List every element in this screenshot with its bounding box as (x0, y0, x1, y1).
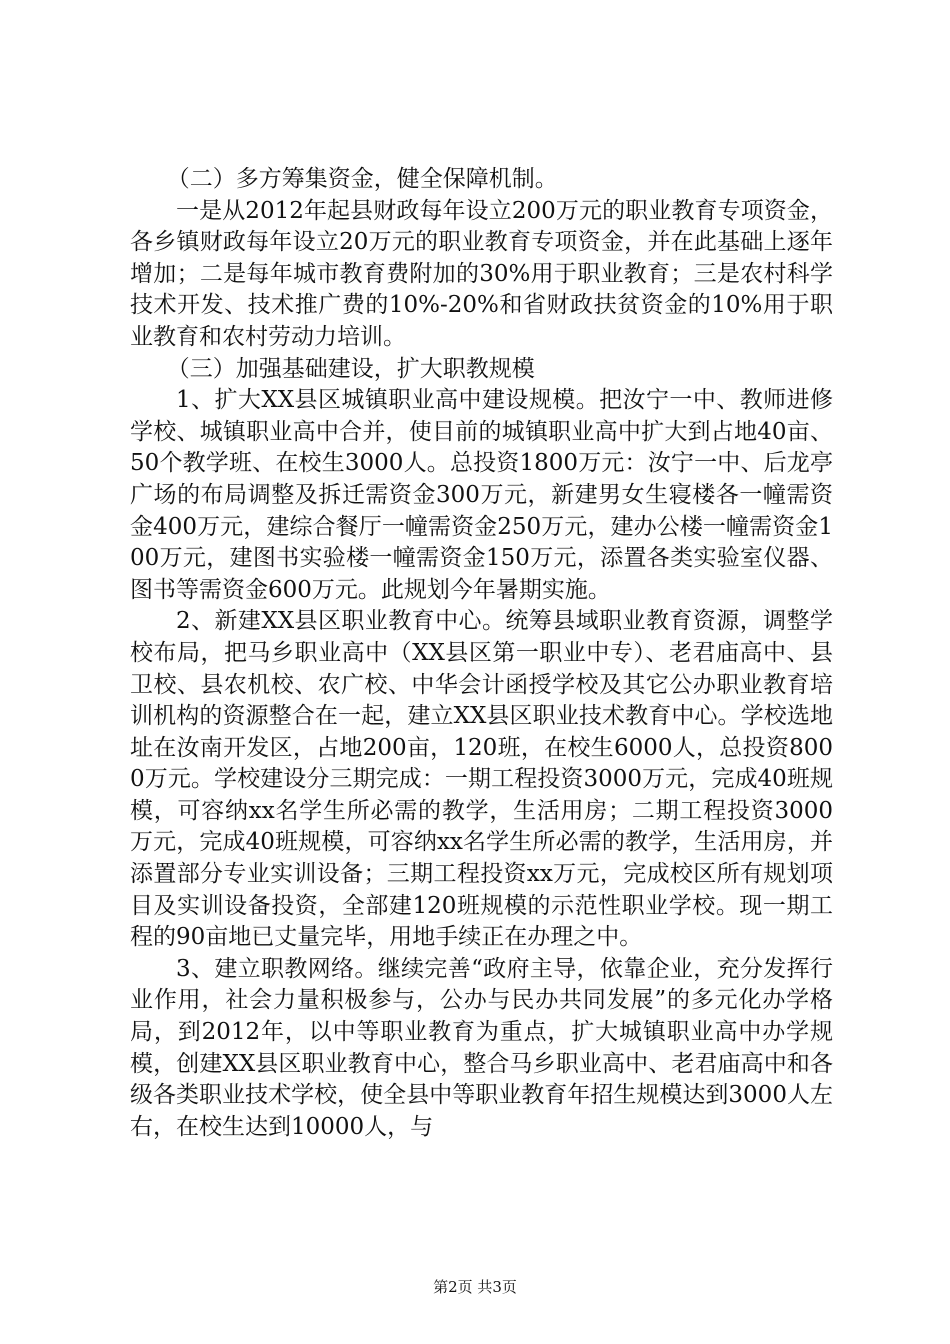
paragraph-item-2: 2、新建XX县区职业教育中心。统筹县域职业教育资源，调整学校布局，把马乡职业高中（XX县区第一职业中专）、老君庙高中、县卫校、县农机校、农广校、中华会计函授学校及其它公办职业教育培训机构的资源整合在一起，建立XX县区职业技术教育中心。学校选地址在汝南开发区，占地200亩，120班，在校生6000人，总投资8000万元。学校建设分三期完成：一期工程投资3000万元，完成40班规模，可容纳xx名学生所必需的教学，生活用房；二期工程投资3000万元，完成40班规模，可容纳xx名学生所必需的教学，生活用房，并添置部分专业实训设备；三期工程投资xx万元，完成校区所有规划项目及实训设备投资，全部建120班规模的示范性职业学校。现一期工程的90亩地已丈量完毕，用地手续正在办理之中。 (130, 608, 833, 951)
paragraph-item-1: 1、扩大XX县区城镇职业高中建设规模。把汝宁一中、教师进修学校、城镇职业高中合并，使目前的城镇职业高中扩大到占地40亩、50个教学班、在校生3000人。总投资1800万元：汝宁一中、后龙亭广场的布局调整及拆迁需资金300万元，新建男女生寝楼各一幢需资金400万元，建综合餐厅一幢需资金250万元，建办公楼一幢需资金100万元，建图书实验楼一幢需资金150万元，添置各类实验室仪器、图书等需资金600万元。此规划今年暑期实施。 (130, 387, 833, 603)
section-heading-3: （三）加强基础建设，扩大职教规模 (166, 355, 535, 382)
paragraph-funding: 一是从2012年起县财政每年设立200万元的职业教育专项资金，各乡镇财政每年设立20万元的职业教育专项资金，并在此基础上逐年增加；二是每年城市教育费附加的30%用于职业教育；三是农村科学技术开发、技术推广费的10%-20%和省财政扶贫资金的10%用于职业教育和农村劳动力培训。 (130, 197, 833, 350)
section-heading-2: （二）多方筹集资金，健全保障机制。 (166, 166, 558, 192)
paragraph-item-3: 3、建立职教网络。继续完善“政府主导，依靠企业，充分发挥行业作用，社会力量积极参与，公办与民办共同发展”的多元化办学格局，到2012年，以中等职业教育为重点，扩大城镇职业高中办学规模，创建XX县区职业教育中心，整合马乡职业高中、老君庙高中和各级各类职业技术学校，使全县中等职业教育年招生规模达到3000人左右，在校生达到10000人，与 (130, 955, 833, 1140)
document-body (130, 164, 833, 1143)
page-number-footer: 第2页 共3页 (433, 1278, 517, 1296)
